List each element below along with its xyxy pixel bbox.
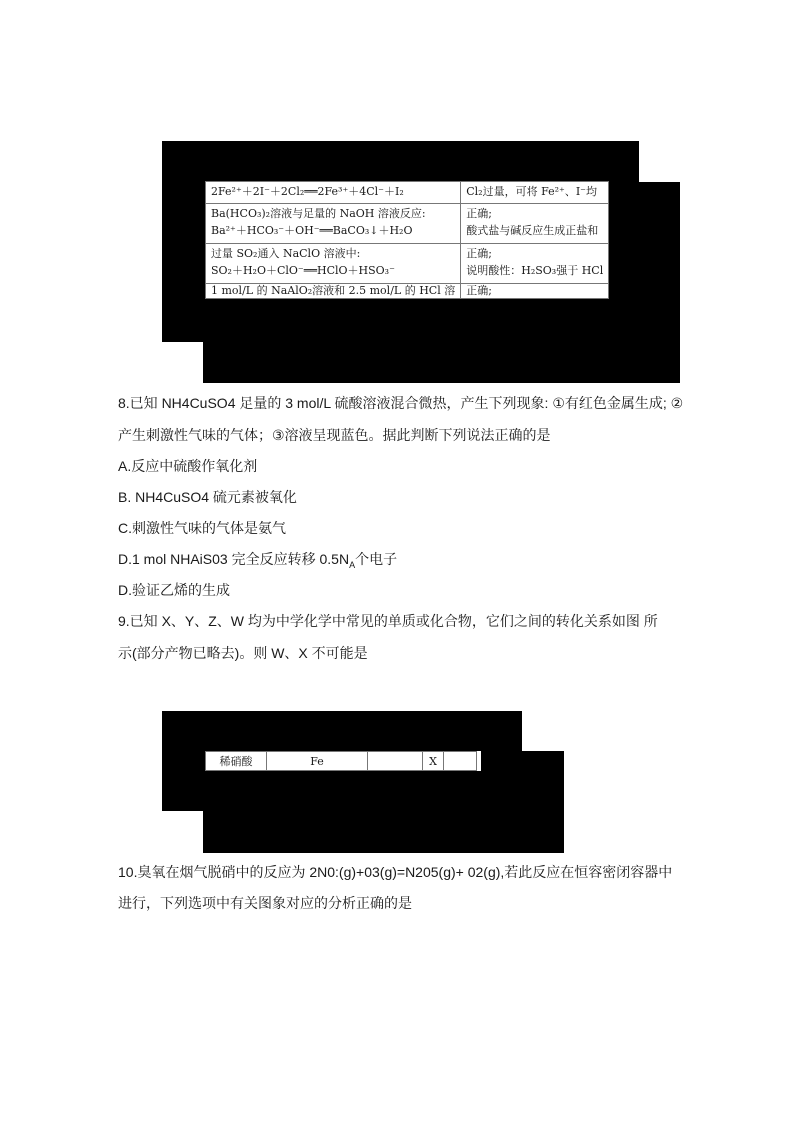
question-8-option-b: B. NH4CuSO4 硫元素被氧化 bbox=[118, 489, 297, 505]
redaction-block-left bbox=[162, 751, 205, 771]
redaction-block-top bbox=[162, 711, 522, 751]
redaction-block-top bbox=[162, 141, 639, 182]
redaction-block-right bbox=[481, 751, 522, 771]
table-cell-evaluation: 正确; 说明酸性：H₂SO₃强于 HCl bbox=[461, 244, 609, 284]
question-8-line-2: 产生刺激性气味的气体；③溶液呈现蓝色。据此判断下列说法正确的是 bbox=[118, 427, 551, 443]
table-row bbox=[206, 204, 609, 244]
table-cell-evaluation: 正确; 酸式盐与碱反应生成正盐和 bbox=[461, 204, 609, 244]
question-10-line-1: 10.臭氧在烟气脱硝中的反应为 2N0:(g)+03(g)=N205(g)+ 02(g),若此反应在恒容密闭容器中 bbox=[118, 864, 673, 880]
table-row bbox=[206, 752, 477, 771]
table-cell-evaluation: 正确; bbox=[461, 283, 609, 298]
redaction-block-bottom-2 bbox=[203, 342, 680, 383]
table-cell: X bbox=[423, 752, 444, 771]
redaction-block-bottom bbox=[162, 299, 680, 342]
table-cell bbox=[444, 752, 477, 771]
table-row bbox=[206, 182, 609, 204]
table-cell-equation: 1 mol/L 的 NaAlO₂溶液和 2.5 mol/L 的 HCl 溶 bbox=[206, 283, 461, 298]
question-8-line-1: 8.已知 NH4CuSO4 足量的 3 mol/L 硫酸溶液混合微热，产生下列现象: ①有红色金属生成; ② bbox=[118, 395, 684, 411]
question-9-line-1: 9.已知 X、Y、Z、W 均为中学化学中常见的单质或化合物，它们之间的转化关系如图 所 bbox=[118, 613, 658, 629]
reaction-table bbox=[205, 181, 609, 299]
table-cell-equation: 过量 SO₂通入 NaClO 溶液中: SO₂＋H₂O＋ClO⁻══HClO＋HSO₃⁻ bbox=[206, 244, 461, 284]
question-8-option-d: D.1 mol NHAiS03 完全反应转移 $0.5N_A$个电子 bbox=[118, 551, 398, 570]
question-8-option-c: C.刺激性气味的气体是氨气 bbox=[118, 520, 286, 536]
options-table bbox=[205, 751, 477, 771]
redaction-block-bottom-2 bbox=[203, 811, 564, 853]
table-cell-equation: 2Fe²⁺＋2I⁻＋2Cl₂══2Fe³⁺＋4Cl⁻＋I₂ bbox=[206, 182, 461, 204]
table-cell bbox=[368, 752, 423, 771]
table-cell-evaluation: Cl₂过量，可将 Fe²⁺、I⁻均 bbox=[461, 182, 609, 204]
question-10-line-2: 进行，下列选项中有关图象对应的分析正确的是 bbox=[118, 895, 412, 911]
question-8-option-e: D.验证乙烯的生成 bbox=[118, 582, 230, 598]
table-row bbox=[206, 244, 609, 284]
table-row bbox=[206, 283, 609, 298]
table-cell: Fe bbox=[267, 752, 368, 771]
table-cell: 稀硝酸 bbox=[206, 752, 267, 771]
redaction-block-bottom bbox=[162, 771, 564, 811]
question-8-option-a: A.反应中硫酸作氧化剂 bbox=[118, 458, 258, 474]
table-cell-equation: Ba(HCO₃)₂溶液与足量的 NaOH 溶液反应: Ba²⁺＋HCO₃⁻＋OH⁻══BaCO₃↓＋H₂O bbox=[206, 204, 461, 244]
question-9-line-2: 示(部分产物已略去)。则 W、X 不可能是 bbox=[118, 645, 368, 661]
